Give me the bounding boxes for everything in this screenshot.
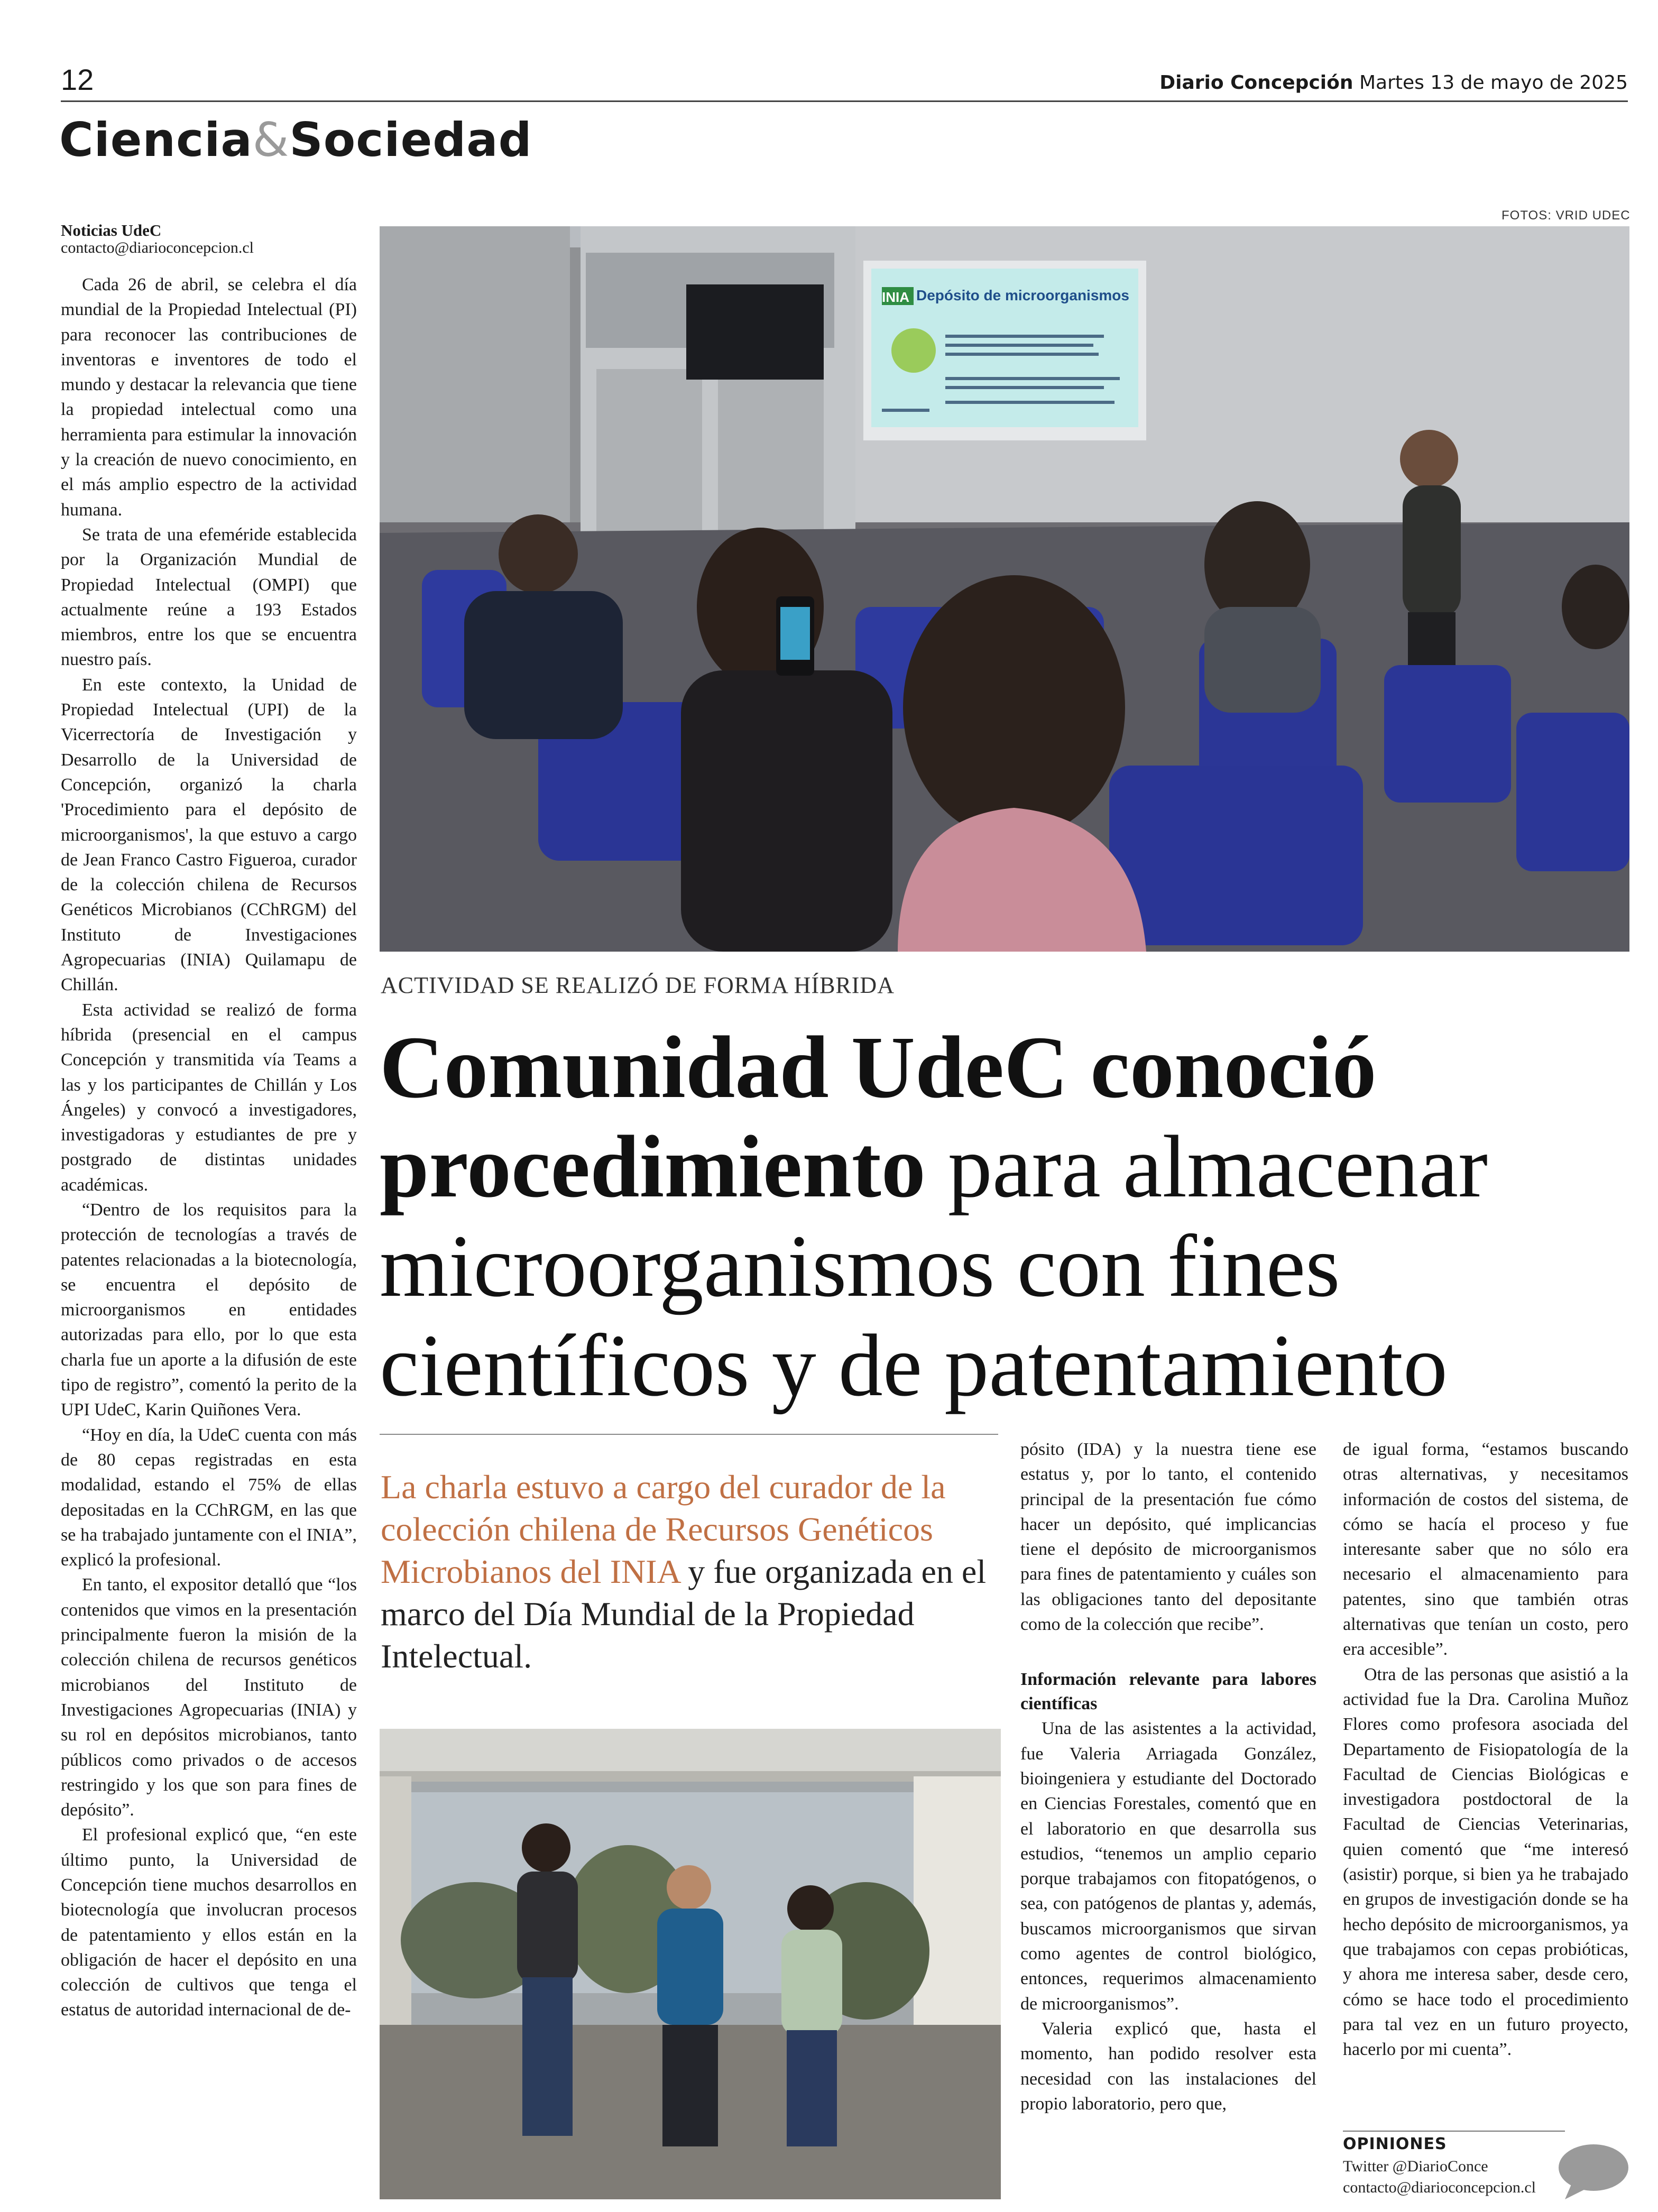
page-number: 12 — [61, 63, 94, 96]
paragraph: Valeria explicó que, hasta el momento, han podido resolver esta necesidad con las instalaciones del propio laboratorio, pero que, — [1020, 2019, 1316, 2114]
speech-bubble-icon — [1555, 2142, 1629, 2200]
headline-rule — [380, 1434, 998, 1435]
article-column-3 — [1020, 1437, 1316, 2204]
deck-rest: y fue organizada en el marco del Día Mundial de la Propiedad Intelectual. — [381, 1553, 987, 1675]
section-ampersand: & — [252, 113, 290, 167]
deck — [381, 1466, 999, 1678]
footer-rule — [1343, 2131, 1565, 2132]
headline-bold: Comunidad UdeC conoció procedimiento — [380, 1018, 1377, 1216]
paragraph: El profesional explicó que, “en este último punto, la Universidad de Concepción tiene muchos desarrollos en biotecnología que involucran procesos de patentamiento y ellos están en la obligación de hacer el depósito en una colección de cultivos que tenga el estatus de autoridad internacional de de- — [61, 1825, 357, 2020]
slide-logo: INIA — [882, 289, 909, 305]
paragraph: Esta actividad se realizó de forma híbrida (presencial en el campus Concepción y transmitida vía Teams a las y los participantes de Chillán y Los Ángeles) y convocó a investigadores, investigadoras y estudiantes de pre y postgrado de distintas unidades académicas. — [61, 1000, 357, 1195]
paragraph: pósito (IDA) y la nuestra tiene ese estatus y, por lo tanto, el contenido principal de la presentación fue cómo hacer un depósito, qué implicancias tiene el depósito de microorganismos para fines de patentamiento y cuáles son las obligaciones tanto del depositante como de la colección que recibe”. — [1020, 1440, 1316, 1635]
photo-credit: FOTOS: VRID UDEC — [1502, 208, 1631, 223]
byline — [61, 222, 373, 256]
headline-regular: para almacenar microorganismos con fines científicos y de patentamiento — [380, 1118, 1488, 1415]
masthead — [1159, 72, 1628, 94]
section-part1: Ciencia — [59, 113, 253, 167]
group-photo — [380, 1729, 1001, 2199]
paragraph: “Dentro de los requisitos para la protección de tecnologías a través de patentes relacionadas a la biotecnología, se encuentra el depósito de microorganismos en entidades autorizadas para ello, por lo que esta charla fue un aporte a la difusión de este tipo de registro”, comentó la perito de la UPI UdeC, Karin Quiñones Vera. — [61, 1200, 357, 1420]
paragraph: “Hoy en día, la UdeC cuenta con más de 80 cepas registradas en esta modalidad, estando el 75% de ellas depositadas en la CChRGM, en las que se ha trabajado juntamente con el INIA”, explicó la profesional. — [61, 1425, 357, 1570]
article-column-1 — [61, 272, 357, 2199]
paragraph: Se trata de una efeméride establecida por la Organización Mundial de Propiedad Intelectual (OMPI) que actualmente reúne a 193 Estados miembros, entre los que se encuentra nuestro país. — [61, 524, 357, 670]
twitter-handle[interactable]: Twitter @DiarioConce — [1343, 2158, 1488, 2175]
byline-email: contacto@diarioconcepcion.cl — [61, 238, 254, 256]
lecture-illustration — [380, 226, 1629, 952]
slide-title: Depósito de microorganismos — [916, 287, 1129, 303]
paragraph: de igual forma, “estamos buscando otras alternativas, y necesitamos información de costos del sistema, de cómo se hacía el proceso y fue interesante saber que no sólo era necesario el almacenamiento para patentes, sino que también otras alternativas que tenían un costo, pero era accesible”. — [1343, 1440, 1628, 1660]
kicker: ACTIVIDAD SE REALIZÓ DE FORMA HÍBRIDA — [381, 972, 895, 998]
headline — [380, 1018, 1633, 1415]
section-part2: Sociedad — [289, 113, 532, 167]
paragraph: En tanto, el expositor detalló que “los contenidos que vimos en la presentación principalmente fueron la misión de la colección chilena de recursos genéticos microbianos del Instituto de Investigaciones Agropecuarias (INIA) y su rol en depósitos microbianos, tanto públicos como privados o de accesos restringido y los que son para fines de depósito”. — [61, 1575, 357, 1820]
deck-highlight: La charla estuvo a cargo del curador de la colección chilena de Recursos Genéticos Microbianos del INIA — [381, 1468, 946, 1590]
article-column-4 — [1343, 1437, 1628, 2135]
paragraph: En este contexto, la Unidad de Propiedad Intelectual (UPI) de la Vicerrectoría de Investigación y Desarrollo de la Universidad de Concepción, organizó la charla 'Procedimiento para el depósito de microorganismos', la que estuvo a cargo de Jean Franco Castro Figueroa, curador de la colección chilena de Recursos Genéticos Microbianos (CChRGM) del Instituto de Investigaciones Agropecuarias (INIA) Quilamapu de Chillán. — [61, 675, 357, 995]
issue-date: Martes 13 de mayo de 2025 — [1359, 72, 1628, 94]
contact-email[interactable]: contacto@diarioconcepcion.cl — [1343, 2179, 1536, 2196]
paragraph: Cada 26 de abril, se celebra el día mundial de la Propiedad Intelectual (PI) para reconocer las contribuciones de inventoras e inventores de todo el mundo y destacar la relevancia que tiene la propiedad intelectual como una herramienta para estimular la innovación y la creación de nuevo conocimiento, en el más amplio espectro de la actividad humana. — [61, 275, 357, 520]
section-title — [59, 113, 532, 167]
byline-author: Noticias UdeC — [61, 221, 162, 239]
group-illustration — [380, 1729, 1001, 2199]
paragraph: Una de las asistentes a la actividad, fue Valeria Arriagada González, bioingeniera y estudiante del Doctorado en Ciencias Forestales, comentó que en el laboratorio en que desarrolla sus estudios, “tenemos un amplio cepario porque trabajamos con fitopatógenos, o sea, con patógenos de plantas y, además, buscamos microorganismos que sirvan como agentes de control biológico, entonces, requerimos almacenamiento de microorganismos”. — [1020, 1719, 1316, 2014]
subheading: Información relevante para labores científicas — [1020, 1670, 1316, 1714]
newspaper-name: Diario Concepción — [1159, 72, 1353, 94]
opiniones-label: OPINIONES — [1343, 2135, 1447, 2153]
paragraph: Otra de las personas que asistió a la actividad fue la Dra. Carolina Muñoz Flores como profesora asociada del Departamento de Fisiopatología de la Facultad de Ciencias Biológicas e investigadora postdoctoral de la Facultad de Ciencias Veterinarias, quien comentó que “me interesó (asistir) porque, si bien ya he trabajado en grupos de investigación donde se ha hecho depósito de microorganismos, ya que trabajamos con cepas probióticas, y ahora me interesa saber, desde cero, cómo se hace todo el procedimiento para tal vez en un futuro proyecto, hacerlo por mi cuenta”. — [1343, 1664, 1628, 2060]
contact-info — [1343, 2156, 1536, 2198]
header-rule — [61, 100, 1628, 102]
lecture-photo — [380, 226, 1629, 952]
